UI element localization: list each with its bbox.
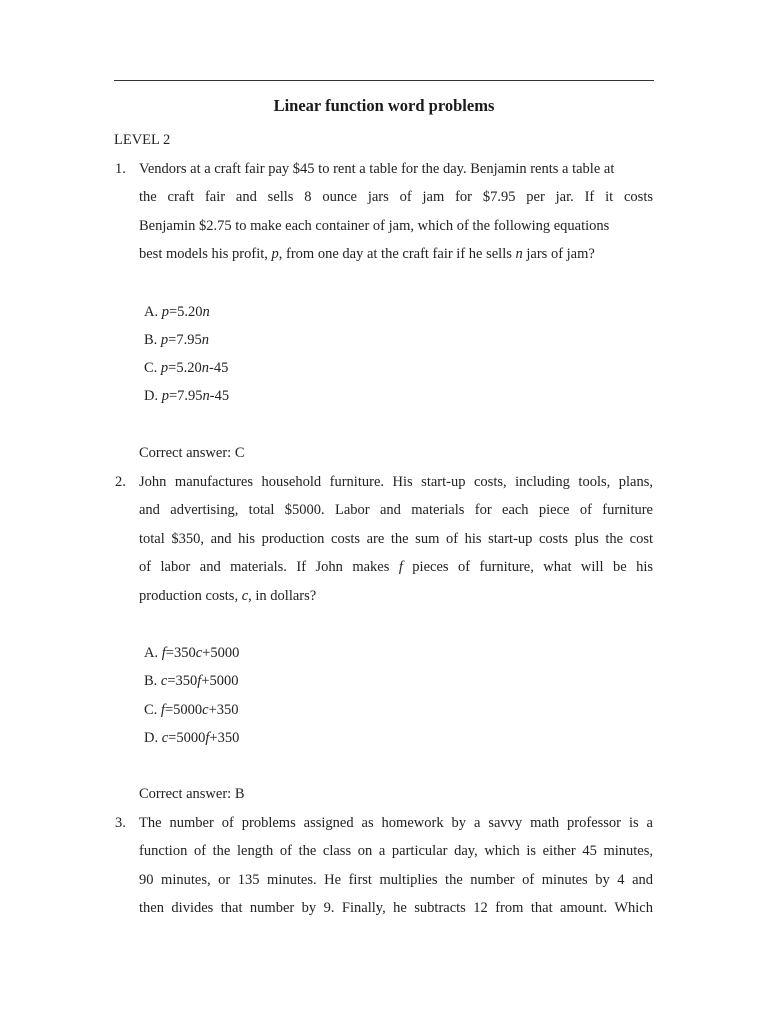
question-2-line-2: and advertising, total $5000. Labor and materials for each piece of furniture	[139, 502, 653, 519]
question-3-line-3: 90 minutes, or 135 minutes. He first multiplies the number of minutes by 4 and	[139, 871, 653, 888]
page-title: Linear function word problems	[273, 96, 495, 115]
question-1-number: 1.	[115, 161, 126, 177]
question-2-line-5: production costs, c, in dollars?	[139, 587, 317, 604]
question-2-option-b: B. c=350f+5000	[144, 673, 239, 689]
question-2-line-1: John manufactures household furniture. His start-up costs, including tools, plans,	[139, 474, 653, 490]
question-2-answer: Correct answer: B	[139, 786, 245, 802]
question-3-number: 3.	[115, 815, 126, 831]
level-label: LEVEL 2	[114, 132, 171, 148]
header-rule	[114, 80, 654, 81]
question-3-line-1: The number of problems assigned as homework by a savvy math professor is a	[139, 815, 653, 831]
question-1-text	[139, 155, 653, 269]
question-1-line-2: the craft fair and sells 8 ounce jars of jam for $7.95 per jar. If it costs	[139, 189, 653, 206]
question-1-answer: Correct answer: C	[139, 445, 245, 461]
question-1-option-a: A. p=5.20n	[144, 304, 210, 320]
question-1-option-d: D. p=7.95n-45	[144, 388, 230, 404]
question-1-option-b: B. p=7.95n	[144, 332, 209, 348]
question-1-line-3: Benjamin $2.75 to make each container of jam, which of the following equations	[139, 217, 610, 234]
question-3-line-4: then divides that number by 9. Finally, he subtracts 12 from that amount. Which	[139, 900, 653, 917]
question-1-line-1: Vendors at a craft fair pay $45 to rent a table for the day. Benjamin rents a table at	[139, 161, 615, 177]
question-3-line-2: function of the length of the class on a particular day, which is either 45 minutes,	[139, 843, 653, 860]
question-2-option-c: C. f=5000c+350	[144, 702, 239, 718]
question-2-option-a: A. f=350c+5000	[144, 645, 240, 661]
question-1-line-4: best models his profit, p, from one day at the craft fair if he sells n jars of jam?	[139, 246, 595, 263]
question-2-line-3: total $350, and his production costs are the sum of his start-up costs plus the cost	[139, 530, 653, 547]
question-3-text	[139, 809, 653, 923]
question-2-number: 2.	[115, 474, 126, 490]
question-2-text	[139, 468, 653, 610]
question-2-option-d: D. c=5000f+350	[144, 730, 240, 746]
question-2-line-4: of labor and materials. If John makes f pieces of furniture, what will be his	[139, 559, 653, 576]
question-1-option-c: C. p=5.20n-45	[144, 360, 229, 376]
